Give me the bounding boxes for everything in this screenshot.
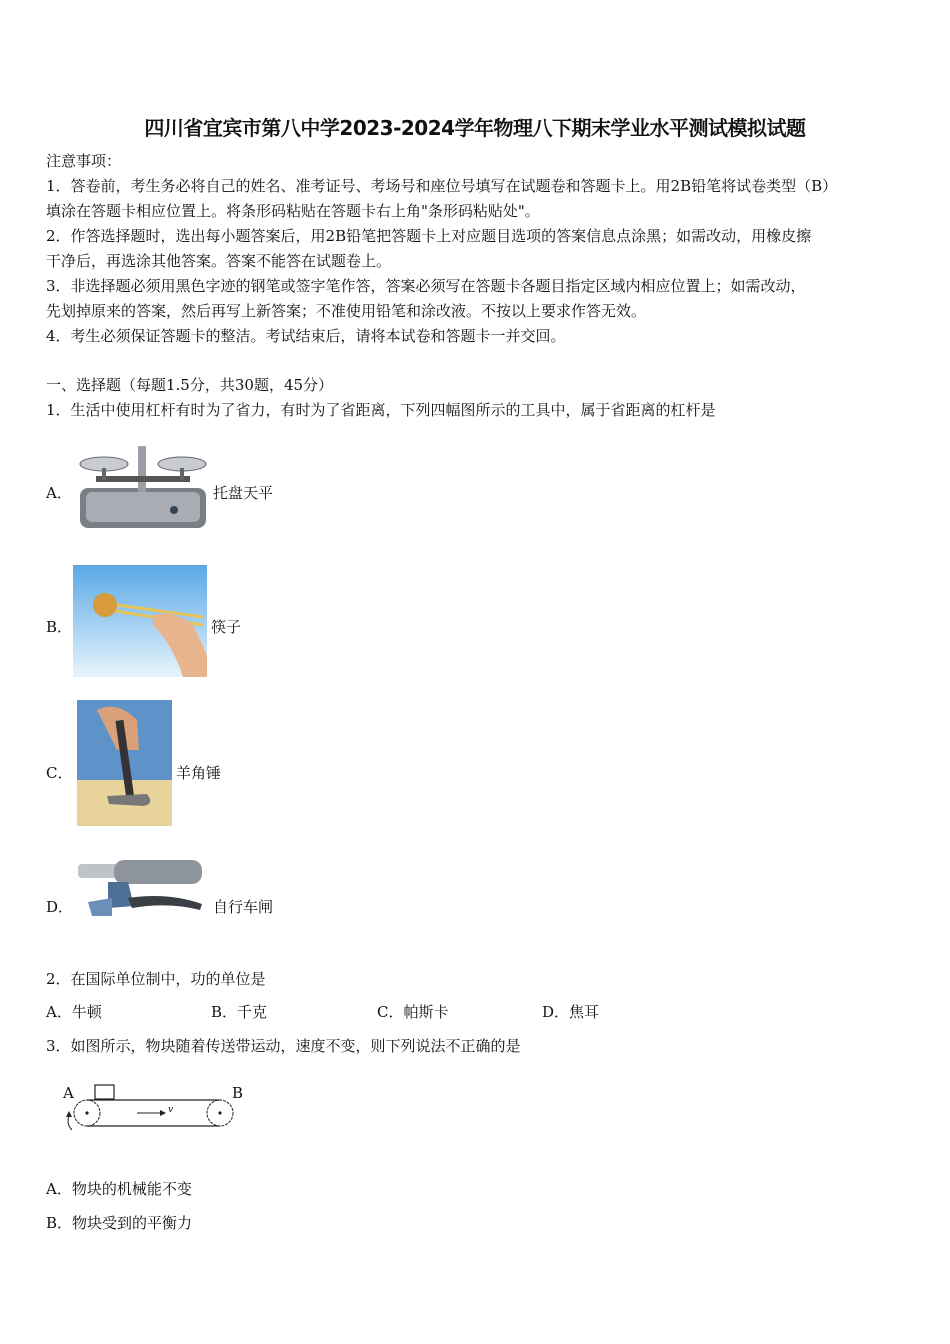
note-line: 3．非选择题必须用黑色字迹的钢笔或签字笔作答，答案必须写在答题卡各题目指定区域内相应位置上；如需改动， [46,277,806,295]
conveyor-belt-drawing [60,1078,250,1138]
balance-scale-image [76,440,210,532]
q1-option-a-label: 托盘天平 [213,484,274,502]
point-b-label: B [232,1084,244,1102]
note-line: 2．作答选择题时，选出每小题答案后，用2B铅笔把答题卡上对应题目选项的答案信息点涂黑；如需改动，用橡皮擦 [46,227,812,245]
q1-option-d-letter: D． [46,898,74,916]
claw-hammer-image [77,700,172,826]
conveyor-belt-diagram [60,1078,250,1138]
q1-option-b-label: 筷子 [211,618,242,636]
note-line: 填涂在答题卡相应位置上。将条形码粘贴在答题卡右上角"条形码粘贴处"。 [46,202,540,220]
q2-option-d: D．焦耳 [542,1003,600,1021]
q1-option-a-letter: A． [46,484,72,502]
bicycle-brake-image [78,858,206,926]
point-a-label: A [63,1084,74,1102]
q3-option-a: A．物块的机械能不变 [46,1180,192,1198]
chopsticks-image [73,565,207,677]
question-2-stem: 2．在国际单位制中，功的单位是 [46,970,266,988]
section-heading: 一、选择题（每题1.5分，共30题，45分） [46,376,334,394]
question-1-stem: 1．生活中使用杠杆有时为了省力，有时为了省距离，下列四幅图所示的工具中，属于省距离的杠杆是 [46,401,716,419]
q2-option-c: C．帕斯卡 [377,1003,449,1021]
q3-option-b: B．物块受到的平衡力 [46,1214,193,1232]
page-title: 四川省宜宾市第八中学2023-2024学年物理八下期末学业水平测试模拟试题 [144,116,806,140]
velocity-label: v [168,1105,174,1115]
note-line: 4．考生必须保证答题卡的整洁。考试结束后，请将本试卷和答题卡一并交回。 [46,327,566,345]
q1-option-d-label: 自行车闸 [213,898,274,916]
note-line: 干净后，再选涂其他答案。答案不能答在试题卷上。 [46,252,392,270]
notes-heading: 注意事项： [46,152,122,170]
q1-option-c-letter: C． [46,764,73,782]
note-line: 1．答卷前，考生务必将自己的姓名、准考证号、考场号和座位号填写在试题卷和答题卡上。用2B铅笔将试卷类型（B） [46,177,838,195]
note-line: 先划掉原来的答案，然后再写上新答案；不准使用铅笔和涂改液。不按以上要求作答无效。 [46,302,647,320]
q1-option-b-letter: B． [46,618,73,636]
question-3-stem: 3．如图所示，物块随着传送带运动，速度不变，则下列说法不正确的是 [46,1037,521,1055]
q2-option-a: A．牛顿 [46,1003,102,1021]
q2-option-b: B．千克 [211,1003,268,1021]
q1-option-c-label: 羊角锤 [176,764,222,782]
